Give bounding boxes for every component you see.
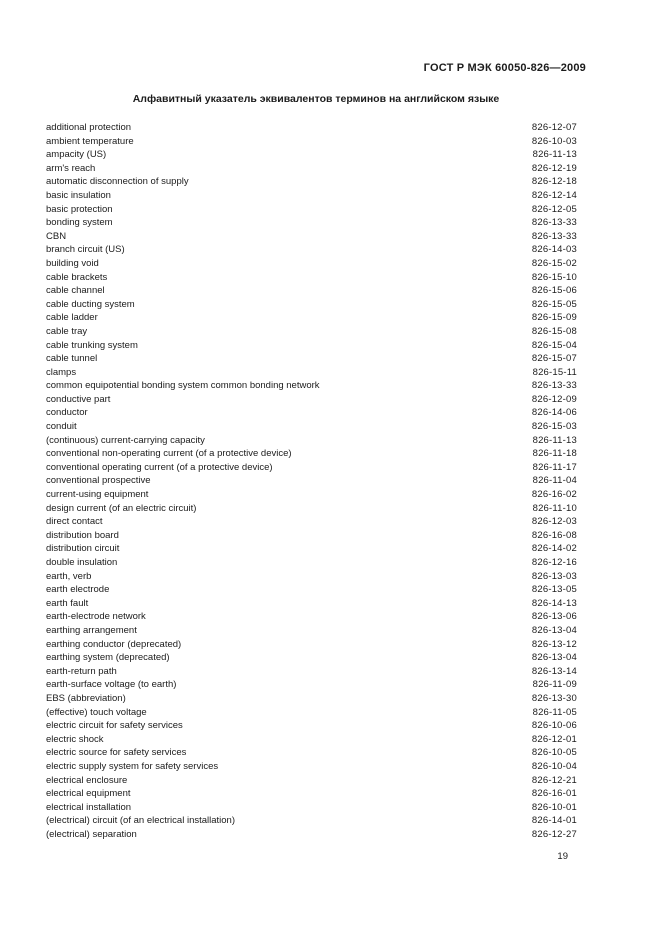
- code-text: 826-12-01: [531, 733, 577, 745]
- index-list: [46, 121, 577, 841]
- term-text: cable ducting system: [46, 298, 135, 310]
- index-row: [46, 203, 577, 217]
- index-row: [46, 828, 577, 842]
- term-text: earthing system (deprecated): [46, 652, 170, 664]
- term-text: ambient temperature: [46, 135, 134, 147]
- index-row: [46, 175, 577, 189]
- code-text: 826-10-03: [531, 135, 577, 147]
- term-text: (continuous) current-carrying capacity: [46, 434, 205, 446]
- index-row: [46, 760, 577, 774]
- term-text: common equipotential bonding system common bonding network: [46, 380, 320, 392]
- term-text: earthing arrangement: [46, 624, 137, 636]
- code-text: 826-13-14: [531, 665, 577, 677]
- code-text: 826-12-19: [531, 162, 577, 174]
- standard-designation: ГОСТ Р МЭК 60050-826—2009: [423, 62, 586, 74]
- term-text: cable tray: [46, 325, 88, 337]
- code-text: 826-11-09: [532, 679, 577, 691]
- index-row: [46, 801, 577, 815]
- index-row: [46, 393, 577, 407]
- code-text: 826-12-14: [531, 189, 577, 201]
- index-row: [46, 434, 577, 448]
- term-text: automatic disconnection of supply: [46, 176, 189, 188]
- term-text: cable ladder: [46, 312, 98, 324]
- index-row: [46, 271, 577, 285]
- index-row: [46, 366, 577, 380]
- index-row: [46, 379, 577, 393]
- code-text: 826-14-01: [531, 815, 577, 827]
- page-title: Алфавитный указатель эквивалентов терминов на английском языке: [132, 93, 500, 105]
- term-text: conventional prospective: [46, 475, 151, 487]
- index-row: [46, 148, 577, 162]
- index-row: [46, 162, 577, 176]
- code-text: 826-12-07: [531, 122, 577, 133]
- term-text: electrical enclosure: [46, 774, 128, 786]
- term-text: cable tunnel: [46, 353, 98, 365]
- index-row: [46, 447, 577, 461]
- code-text: 826-11-13: [532, 434, 577, 446]
- index-row: [46, 339, 577, 353]
- code-text: 826-13-12: [531, 638, 577, 650]
- index-row: [46, 529, 577, 543]
- code-text: 826-13-33: [531, 217, 577, 229]
- code-text: 826-10-06: [531, 720, 577, 732]
- term-text: cable trunking system: [46, 339, 138, 351]
- index-row: [46, 610, 577, 624]
- code-text: 826-12-21: [531, 774, 577, 786]
- term-text: cable channel: [46, 285, 105, 297]
- term-text: earth-electrode network: [46, 611, 146, 623]
- term-text: current-using equipment: [46, 489, 149, 501]
- index-row: [46, 243, 577, 257]
- term-text: earth, verb: [46, 570, 92, 582]
- code-text: 826-15-02: [531, 257, 577, 269]
- term-text: cable brackets: [46, 271, 108, 283]
- index-row: [46, 352, 577, 366]
- index-row: [46, 311, 577, 325]
- term-text: (electrical) separation: [46, 828, 137, 840]
- term-text: electric source for safety services: [46, 747, 187, 759]
- code-text: 826-16-08: [531, 529, 577, 541]
- index-row: [46, 746, 577, 760]
- term-text: basic insulation: [46, 189, 111, 201]
- code-text: 826-13-33: [531, 380, 577, 392]
- code-text: 826-13-33: [531, 230, 577, 242]
- index-row: [46, 665, 577, 679]
- term-text: earth electrode: [46, 584, 110, 596]
- index-row: [46, 298, 577, 312]
- code-text: 826-12-18: [531, 176, 577, 188]
- index-row: [46, 719, 577, 733]
- code-text: 826-15-09: [531, 312, 577, 324]
- index-row: [46, 678, 577, 692]
- term-text: arm's reach: [46, 162, 96, 174]
- code-text: 826-13-04: [531, 652, 577, 664]
- code-text: 826-13-04: [531, 624, 577, 636]
- index-row: [46, 488, 577, 502]
- index-row: [46, 624, 577, 638]
- term-text: conductor: [46, 407, 88, 419]
- code-text: 826-15-08: [531, 325, 577, 337]
- index-row: [46, 121, 577, 135]
- term-text: conduit: [46, 421, 77, 433]
- term-text: electrical installation: [46, 801, 132, 813]
- index-row: [46, 420, 577, 434]
- code-text: 826-12-27: [531, 828, 577, 840]
- term-text: conventional non-operating current (of a protective device): [46, 448, 292, 460]
- term-text: building void: [46, 257, 99, 269]
- index-row: [46, 135, 577, 149]
- index-row: [46, 542, 577, 556]
- code-text: 826-12-03: [531, 516, 577, 528]
- code-text: 826-11-17: [532, 461, 577, 473]
- code-text: 826-11-18: [532, 448, 577, 460]
- term-text: design current (of an electric circuit): [46, 502, 197, 514]
- index-row: [46, 556, 577, 570]
- index-row: [46, 706, 577, 720]
- code-text: 826-16-02: [531, 489, 577, 501]
- code-text: 826-13-05: [531, 584, 577, 596]
- term-text: distribution board: [46, 529, 119, 541]
- index-row: [46, 325, 577, 339]
- code-text: 826-13-06: [531, 611, 577, 623]
- term-text: CBN: [46, 230, 67, 242]
- code-text: 826-10-05: [531, 747, 577, 759]
- index-row: [46, 474, 577, 488]
- code-text: 826-15-04: [531, 339, 577, 351]
- code-text: 826-10-04: [531, 760, 577, 772]
- term-text: electric supply system for safety services: [46, 760, 219, 772]
- code-text: 826-13-03: [531, 570, 577, 582]
- code-text: 826-16-01: [531, 788, 577, 800]
- term-text: ampacity (US): [46, 149, 107, 161]
- code-text: 826-15-10: [531, 271, 577, 283]
- index-row: [46, 597, 577, 611]
- index-row: [46, 583, 577, 597]
- term-text: EBS (abbreviation): [46, 692, 126, 704]
- term-text: electric circuit for safety services: [46, 720, 183, 732]
- term-text: electrical equipment: [46, 788, 131, 800]
- term-text: earth-return path: [46, 665, 117, 677]
- code-text: 826-14-13: [531, 597, 577, 609]
- term-text: double insulation: [46, 557, 118, 568]
- index-row: [46, 461, 577, 475]
- code-text: 826-11-04: [532, 475, 577, 487]
- term-text: distribution circuit: [46, 543, 120, 555]
- code-text: 826-11-13: [532, 149, 577, 161]
- code-text: 826-13-30: [531, 692, 577, 704]
- term-text: conductive part: [46, 393, 111, 405]
- index-row: [46, 787, 577, 801]
- code-text: 826-14-02: [531, 543, 577, 555]
- term-text: (electrical) circuit (of an electrical installation): [46, 815, 236, 827]
- term-text: direct contact: [46, 516, 103, 528]
- index-row: [46, 651, 577, 665]
- index-row: [46, 570, 577, 584]
- index-row: [46, 216, 577, 230]
- term-text: earthing conductor (deprecated): [46, 638, 182, 650]
- code-text: 826-12-16: [531, 557, 577, 568]
- index-row: [46, 257, 577, 271]
- code-text: 826-14-06: [531, 407, 577, 419]
- index-row: [46, 406, 577, 420]
- term-text: electric shock: [46, 733, 104, 745]
- index-row: [46, 692, 577, 706]
- index-row: [46, 515, 577, 529]
- term-text: (effective) touch voltage: [46, 706, 147, 718]
- index-row: [46, 502, 577, 516]
- term-text: bonding system: [46, 217, 113, 229]
- code-text: 826-12-05: [531, 203, 577, 215]
- index-row: [46, 284, 577, 298]
- term-text: additional protection: [46, 122, 132, 133]
- code-text: 826-12-09: [531, 393, 577, 405]
- index-row: [46, 230, 577, 244]
- term-text: branch circuit (US): [46, 244, 125, 256]
- index-row: [46, 638, 577, 652]
- code-text: 826-10-01: [531, 801, 577, 813]
- code-text: 826-15-03: [531, 421, 577, 433]
- code-text: 826-15-07: [531, 353, 577, 365]
- term-text: earth-surface voltage (to earth): [46, 679, 177, 691]
- index-row: [46, 733, 577, 747]
- index-row: [46, 774, 577, 788]
- term-text: clamps: [46, 366, 77, 378]
- code-text: 826-15-05: [531, 298, 577, 310]
- code-text: 826-14-03: [531, 244, 577, 256]
- index-row: [46, 814, 577, 828]
- code-text: 826-15-06: [531, 285, 577, 297]
- code-text: 826-11-10: [532, 502, 577, 514]
- term-text: basic protection: [46, 203, 113, 215]
- page-number: 19: [557, 851, 568, 862]
- code-text: 826-11-05: [532, 706, 577, 718]
- term-text: conventional operating current (of a protective device): [46, 461, 273, 473]
- code-text: 826-15-11: [532, 366, 577, 378]
- index-row: [46, 189, 577, 203]
- term-text: earth fault: [46, 597, 89, 609]
